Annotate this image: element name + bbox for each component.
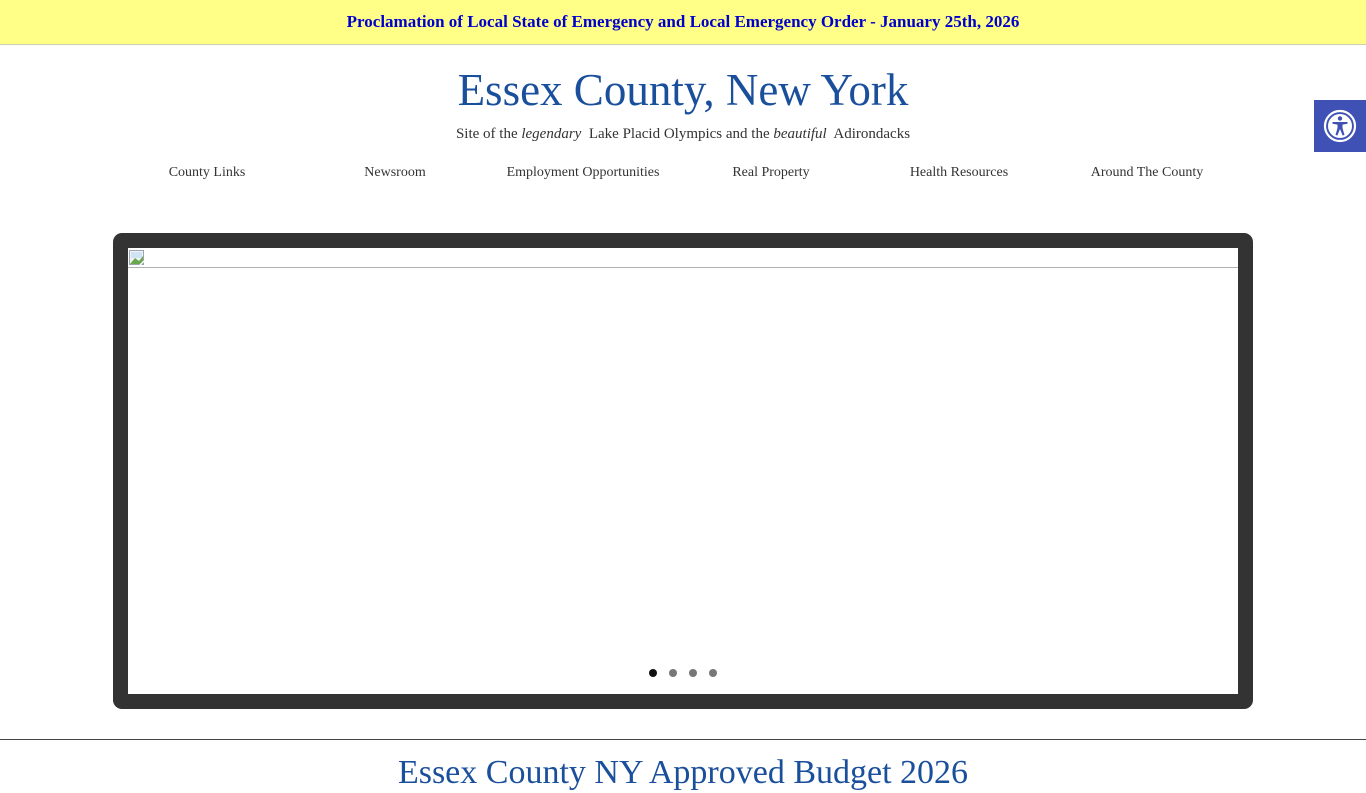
accessibility-icon: [1322, 108, 1358, 144]
emergency-alert-bar: [0, 0, 1366, 45]
section-divider: [0, 739, 1366, 740]
broken-image-icon: [129, 250, 145, 266]
slider-dot-1[interactable]: [649, 669, 657, 677]
site-title[interactable]: Essex County, New York: [457, 65, 909, 115]
budget-section-heading[interactable]: Essex County NY Approved Budget 2026: [397, 754, 969, 791]
tagline-emphasis-legendary: legendary: [521, 126, 582, 142]
tagline-part: Site of the: [455, 126, 522, 142]
nav-item-real-property[interactable]: Real Property: [732, 165, 810, 180]
nav-item-employment-opportunities[interactable]: Employment Opportunities: [506, 165, 660, 180]
slider-dot-4[interactable]: [709, 669, 717, 677]
tagline-emphasis-beautiful: beautiful: [773, 126, 827, 142]
slider-viewport: [128, 248, 1238, 694]
main-nav: [113, 163, 1241, 185]
emergency-alert-link[interactable]: Proclamation of Local State of Emergency and Local Emergency Order - January 25th, 2026: [346, 12, 1020, 31]
nav-item-newsroom[interactable]: Newsroom: [364, 165, 426, 180]
site-tagline: [0, 126, 1366, 143]
nav-item-county-links[interactable]: County Links: [168, 165, 246, 180]
slider-dot-3[interactable]: [689, 669, 697, 677]
tagline-part: Adirondacks: [826, 126, 911, 142]
slider-pagination: [128, 669, 1238, 677]
slide-image[interactable]: [128, 248, 1238, 268]
nav-item-around-the-county[interactable]: Around The County: [1090, 165, 1204, 180]
image-slider: [113, 233, 1253, 709]
nav-item-health-resources[interactable]: Health Resources: [909, 165, 1009, 180]
slider-dot-2[interactable]: [669, 669, 677, 677]
tagline-part: Lake Placid Olympics and the: [581, 126, 774, 142]
accessibility-toolbar-button[interactable]: [1314, 100, 1366, 152]
